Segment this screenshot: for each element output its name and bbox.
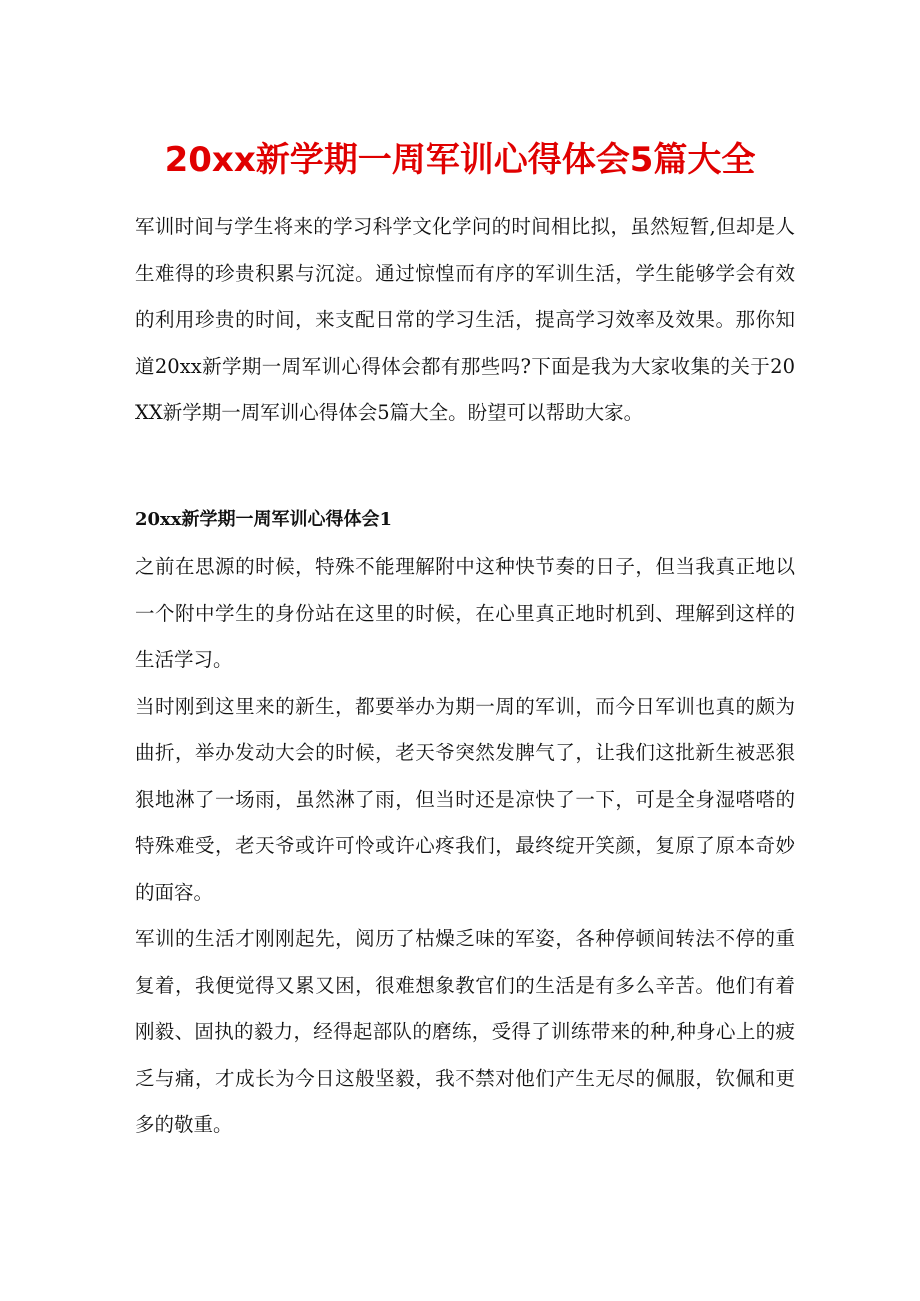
section-heading: 20xx新学期一周军训心得体会1 (135, 509, 393, 530)
section-body (135, 544, 795, 1149)
body-paragraph: 当时刚到这里来的新生，都要举办为期一周的军训，而今日军训也真的颇为曲折，举办发动大会的时候，老天爷突然发脾气了，让我们这批新生被恶狠狠地淋了一场雨，虽然淋了雨，但当时还是凉快了一下，可是全身湿嗒嗒的特殊难受，老天爷或许可怜或许心疼我们，最终绽开笑颜，复原了原本奇妙的面容。 (135, 694, 795, 904)
body-paragraph: 之前在思源的时候，特殊不能理解附中这种快节奏的日子，但当我真正地以一个附中学生的身份站在这里的时候，在心里真正地时机到、理解到这样的生活学习。 (135, 555, 795, 671)
document-title: 20xx新学期一周军训心得体会5篇大全 (164, 140, 756, 180)
intro-paragraph: 军训时间与学生将来的学习科学文化学问的时间相比拟，虽然短暂,但却是人生难得的珍贵积累与沉淀。通过惊惶而有序的军训生活，学生能够学会有效的利用珍贵的时间，来支配日常的学习生活，提高学习效率及效果。那你知道20xx新学期一周军训心得体会都有那些吗?下面是我为大家收集的关于20XX新学期一周军训心得体会5篇大全。盼望可以帮助大家。 (135, 215, 795, 424)
body-paragraph: 军训的生活才刚刚起先，阅历了枯燥乏味的军姿，各种停顿间转法不停的重复着，我便觉得又累又困，很难想象教官们的生活是有多么辛苦。他们有着刚毅、固执的毅力，经得起部队的磨练，受得了训练带来的种,种身心上的疲乏与痛，才成长为今日这般坚毅，我不禁对他们产生无尽的佩服，钦佩和更多的敬重。 (135, 927, 795, 1136)
